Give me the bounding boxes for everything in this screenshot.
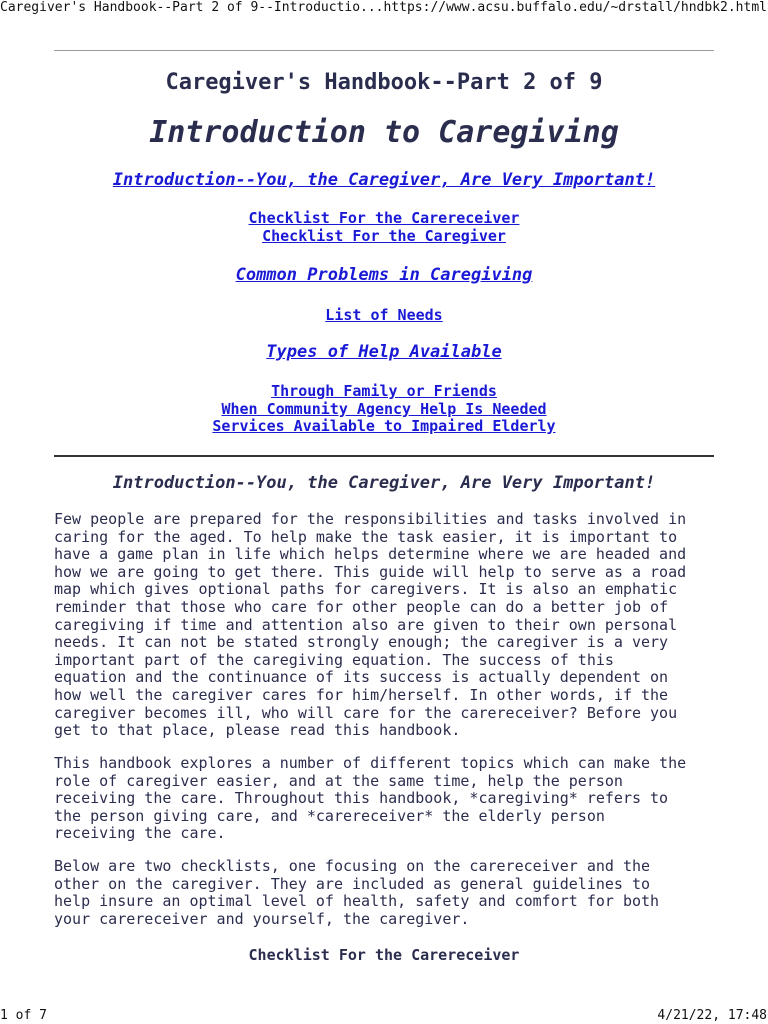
toc-intro-row	[54, 170, 714, 190]
toc-link-checklist-caregiver[interactable]: Checklist For the Caregiver	[262, 226, 506, 245]
toc-problems-row	[54, 265, 714, 285]
toc-link-community-agency[interactable]: When Community Agency Help Is Needed	[221, 399, 547, 418]
toc-link-family-friends[interactable]: Through Family or Friends	[271, 382, 497, 400]
checklist-subheading: Checklist For the Carereceiver	[248, 946, 520, 964]
print-footer	[0, 1008, 768, 1024]
section-divider	[54, 455, 714, 457]
print-header-title: Caregiver's Handbook--Part 2 of 9--Introductio...	[0, 0, 384, 15]
section-heading: Introduction--You, the Caregiver, Are Very Important!	[112, 473, 656, 493]
part-title: Caregiver's Handbook--Part 2 of 9	[165, 70, 603, 95]
toc-link-introduction[interactable]: Introduction--You, the Caregiver, Are Very Important!	[112, 170, 656, 190]
body-paragraph-1: Few people are prepared for the responsibilities and tasks involved in caring for the aged. To help make the task easier, it is important to have a game plan in life which helps determine where we are headed and how we are going to get there. This guide will help to serve as a road map which gives optional paths for caregivers. It is also an emphatic reminder that those who care for other people can do a better job of caregiving if time and attention also are given to their own personal needs. It can not be stated strongly enough; the caregiver is a very important part of the caregiving equation. The success of this equation and the continuance of its success is actually dependent on how well the caregiver cares for him/herself. In other words, if the caregiver becomes ill, who will care for the carereceiver? Before you get to that place, please read this handbook.	[54, 510, 687, 740]
body-paragraph-2: This handbook explores a number of different topics which can make the role of caregiver easier, and at the same time, help the person receiving the care. Throughout this handbook, *caregiving* refers to the person giving care, and *carereceiver* the elderly person receiving the care.	[54, 754, 687, 843]
toc-link-impaired-elderly[interactable]: Services Available to Impaired Elderly	[212, 417, 556, 435]
print-header	[0, 0, 768, 16]
print-header-url: https://www.acsu.buffalo.edu/~drstall/hndbk2.html	[383, 0, 767, 15]
body-paragraph-3: Below are two checklists, one focusing on the carereceiver and the other on the caregiver. They are included as general guidelines to help insure an optimal level of health, safety and comfort for both your carereceiver and yourself, the caregiver.	[54, 857, 660, 928]
page-counter: 1 of 7	[0, 1008, 47, 1023]
toc-needs-row	[54, 305, 714, 325]
toc-help-group	[54, 383, 714, 436]
print-datetime: 4/21/22, 17:48	[657, 1008, 767, 1023]
toc-help-row	[54, 342, 714, 362]
page-title: Introduction to Caregiving	[149, 115, 619, 150]
toc-link-common-problems[interactable]: Common Problems in Caregiving	[235, 265, 533, 285]
top-divider	[54, 50, 714, 51]
toc-link-checklist-carereceiver[interactable]: Checklist For the Carereceiver	[248, 209, 520, 227]
toc-link-list-of-needs[interactable]: List of Needs	[325, 306, 443, 324]
toc-link-types-of-help[interactable]: Types of Help Available	[266, 342, 502, 362]
toc-checklists-group	[54, 210, 714, 245]
